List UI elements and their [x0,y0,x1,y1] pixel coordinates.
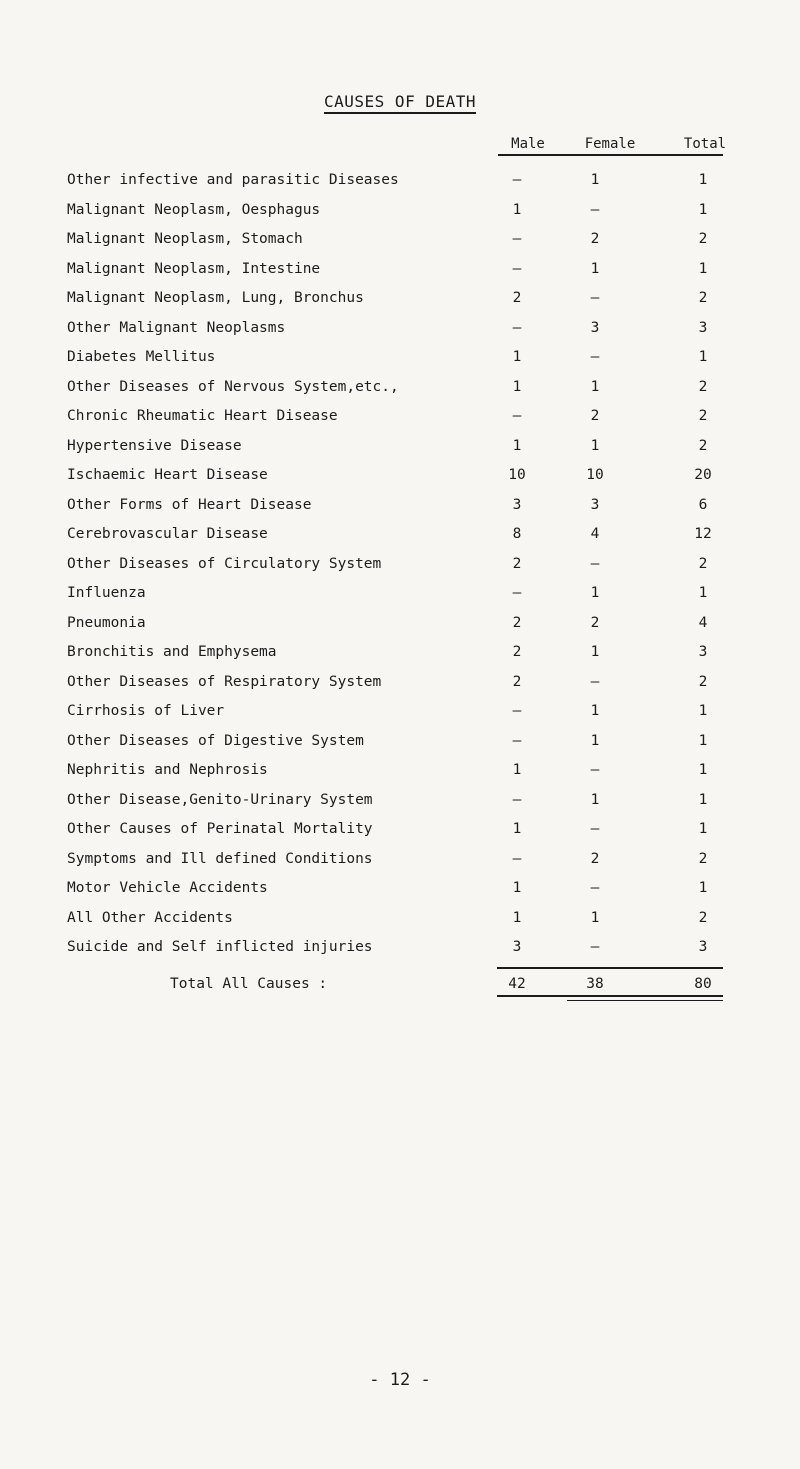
table-row [0,461,800,491]
total-all: 80 [694,976,712,992]
female-count: 10 [586,467,604,483]
female-count: 1 [590,378,600,395]
cause-label: All Other Accidents [67,909,233,926]
female-count: 3 [590,496,600,513]
female-count: – [590,821,600,837]
male-count: 3 [512,939,522,955]
table-row [0,697,800,727]
cause-label: Bronchitis and Emphysema [67,644,277,660]
table-row [0,166,800,196]
table-row [0,255,800,285]
table-row [0,225,800,255]
female-count: – [590,762,600,778]
male-count: 8 [512,526,522,542]
male-count: 2 [512,614,522,631]
cause-label: Suicide and Self inflicted injuries [67,939,373,955]
male-count: 2 [512,673,522,690]
female-count: – [590,673,600,690]
cause-label: Other Causes of Perinatal Mortality [67,821,373,837]
female-count: 1 [590,791,600,808]
total-count: 1 [698,762,708,778]
total-count: 12 [694,526,712,542]
total-rule-double [567,1000,723,1001]
cause-label: Other infective and parasitic Diseases [67,172,399,188]
table-row [0,432,800,462]
cause-label: Other Malignant Neoplasms [67,319,286,336]
total-count: 3 [698,939,708,955]
table-row [0,815,800,845]
female-count: 2 [590,408,600,424]
total-count: 6 [698,496,708,513]
male-count: – [512,319,522,336]
table-row [0,520,800,550]
female-count: 1 [590,172,600,188]
female-count: – [590,880,600,896]
female-count: 2 [590,614,600,631]
table-row [0,284,800,314]
cause-label: Symptoms and Ill defined Conditions [67,850,373,867]
total-row [0,972,800,996]
table-row [0,904,800,934]
page-title: CAUSES OF DEATH [0,92,800,111]
total-male: 42 [508,976,526,992]
cause-label: Nephritis and Nephrosis [67,762,268,778]
table-row [0,933,800,963]
page-number: - 12 - [369,1370,431,1390]
total-count: 1 [698,703,708,719]
cause-label: Pneumonia [67,614,146,631]
cause-label: Hypertensive Disease [67,437,242,454]
cause-label: Ischaemic Heart Disease [67,467,268,483]
table-row [0,727,800,757]
table-row [0,874,800,904]
total-count: 2 [698,408,708,424]
male-count: 1 [512,821,522,837]
table-row [0,638,800,668]
male-count: 1 [512,349,522,365]
table-row [0,579,800,609]
cause-label: Other Disease,Genito-Urinary System [67,791,373,808]
column-header-female: Female [584,136,636,152]
table-row [0,196,800,226]
total-count: 2 [698,290,708,306]
total-count: 1 [698,349,708,365]
total-rule-top [497,967,723,969]
female-count: 1 [590,703,600,719]
male-count: 1 [512,378,522,395]
total-count: 2 [698,437,708,454]
female-count: 1 [590,260,600,277]
male-count: 2 [512,644,522,660]
total-count: 1 [698,821,708,837]
total-count: 3 [698,319,708,336]
total-count: 1 [698,880,708,896]
male-count: – [512,585,522,601]
male-count: – [512,408,522,424]
cause-label: Other Forms of Heart Disease [67,496,312,513]
total-count: 2 [698,555,708,572]
table-row [0,373,800,403]
male-count: 1 [512,762,522,778]
total-female: 38 [586,976,604,992]
table-row [0,343,800,373]
female-count: 1 [590,644,600,660]
table-row [0,845,800,875]
total-rule-bottom [497,995,723,997]
male-count: 1 [512,201,522,218]
total-count: 1 [698,585,708,601]
total-count: 1 [698,172,708,188]
header-rule [498,154,723,156]
female-count: – [590,290,600,306]
total-count: 1 [698,791,708,808]
total-count: 2 [698,909,708,926]
male-count: – [512,231,522,247]
cause-label: Malignant Neoplasm, Stomach [67,231,303,247]
cause-label: Malignant Neoplasm, Lung, Bronchus [67,290,364,306]
male-count: – [512,260,522,277]
cause-label: Other Diseases of Respiratory System [67,673,382,690]
female-count: 1 [590,585,600,601]
female-count: 3 [590,319,600,336]
cause-label: Influenza [67,585,146,601]
total-count: 1 [698,201,708,218]
causes-table [0,166,800,963]
female-count: 4 [590,526,600,542]
total-count: 2 [698,850,708,867]
total-count: 4 [698,614,708,631]
table-row [0,491,800,521]
female-count: – [590,555,600,572]
total-count: 2 [698,231,708,247]
total-label: Total All Causes : [170,976,328,992]
male-count: – [512,172,522,188]
male-count: 2 [512,555,522,572]
male-count: – [512,791,522,808]
male-count: 1 [512,437,522,454]
total-count: 1 [698,732,708,749]
table-row [0,314,800,344]
table-row [0,786,800,816]
male-count: 1 [512,880,522,896]
table-row [0,609,800,639]
male-count: – [512,850,522,867]
female-count: 1 [590,732,600,749]
cause-label: Malignant Neoplasm, Intestine [67,260,321,277]
cause-label: Chronic Rheumatic Heart Disease [67,408,338,424]
total-count: 2 [698,378,708,395]
cause-label: Diabetes Mellitus [67,349,216,365]
cause-label: Cirrhosis of Liver [67,703,225,719]
column-header-total: Total [683,136,727,152]
male-count: 10 [508,467,526,483]
cause-label: Malignant Neoplasm, Oesphagus [67,201,321,218]
cause-label: Motor Vehicle Accidents [67,880,268,896]
total-count: 1 [698,260,708,277]
male-count: 1 [512,909,522,926]
table-row [0,668,800,698]
cause-label: Other Diseases of Digestive System [67,732,364,749]
total-count: 2 [698,673,708,690]
female-count: 2 [590,231,600,247]
table-row [0,756,800,786]
total-count: 3 [698,644,708,660]
male-count: 3 [512,496,522,513]
male-count: – [512,703,522,719]
cause-label: Cerebrovascular Disease [67,526,268,542]
table-row [0,402,800,432]
cause-label: Other Diseases of Nervous System,etc., [67,378,399,395]
table-row [0,550,800,580]
female-count: – [590,349,600,365]
female-count: – [590,201,600,218]
female-count: 2 [590,850,600,867]
male-count: – [512,732,522,749]
cause-label: Other Diseases of Circulatory System [67,555,382,572]
total-count: 20 [694,467,712,483]
female-count: 1 [590,909,600,926]
female-count: – [590,939,600,955]
female-count: 1 [590,437,600,454]
column-header-male: Male [511,136,545,152]
male-count: 2 [512,290,522,306]
